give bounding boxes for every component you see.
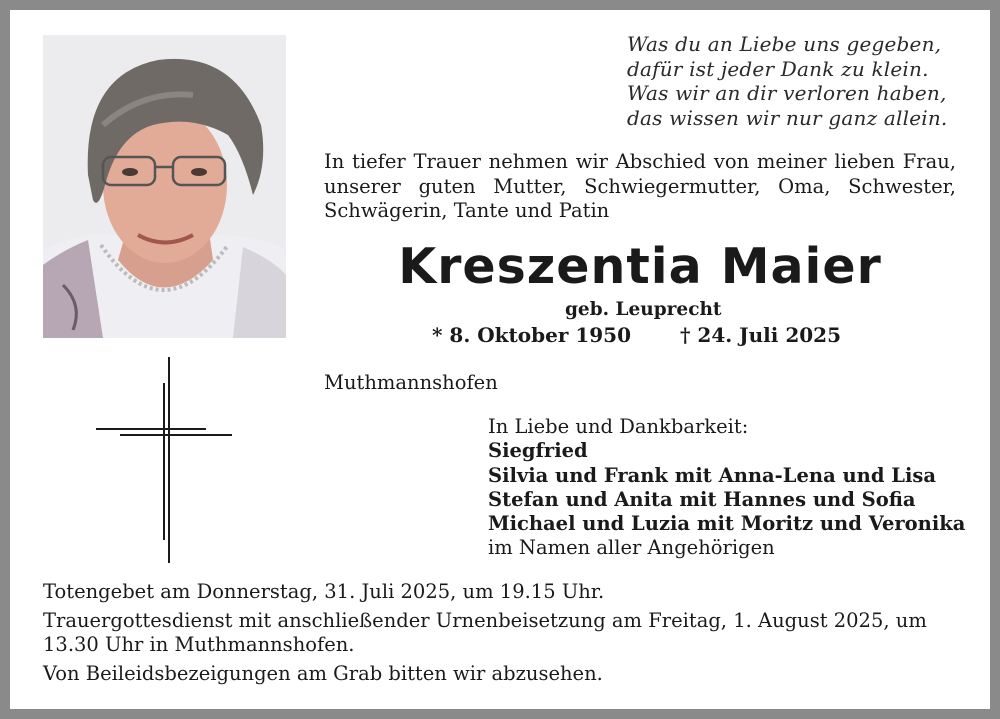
poem-line: Was du an Liebe uns gegeben, <box>627 32 942 56</box>
poem-line: Was wir an dir verloren haben, <box>627 81 947 105</box>
family-member: Stefan und Anita mit Hannes und Sofia <box>488 487 916 511</box>
maiden-name: geb. Leuprecht <box>565 299 722 320</box>
intro-line: In tiefer Trauer nehmen wir Abschied von meiner lieben Frau, <box>324 150 956 173</box>
family-heading: In Liebe und Dankbarkeit: <box>488 415 749 438</box>
mourning-intro <box>324 150 956 224</box>
prayer-info: Totengebet am Donnerstag, 31. Juli 2025, um 19.15 Uhr. <box>43 580 605 603</box>
family-list <box>488 415 965 561</box>
funeral-info: Trauergottesdienst mit anschließender Urnenbeisetzung am Freitag, 1. August 2025, um 13.30 Uhr in Muthmannshofen. <box>43 608 927 656</box>
family-member: Siegfried <box>488 439 588 463</box>
intro-line: unserer guten Mutter, Schwiegermutter, Oma, Schwester, <box>324 174 956 198</box>
deceased-name: Kreszentia Maier <box>398 238 882 295</box>
birth-date: * 8. Oktober 1950 <box>432 323 631 347</box>
family-member: Michael und Luzia mit Moritz und Veronika <box>488 512 966 536</box>
family-member: Silvia und Frank mit Anna-Lena und Lisa <box>488 463 937 487</box>
christian-cross-icon <box>94 355 234 569</box>
obituary-card <box>10 10 990 709</box>
poem-line: dafür ist jeder Dank zu klein. <box>627 56 929 81</box>
portrait-photo <box>43 35 286 338</box>
poem <box>627 32 947 130</box>
death-date: † 24. Juli 2025 <box>680 323 842 347</box>
family-closing: im Namen aller Angehörigen <box>488 536 775 560</box>
place-name: Muthmannshofen <box>324 371 498 394</box>
life-dates <box>432 323 842 347</box>
intro-line: Schwägerin, Tante und Patin <box>324 199 610 222</box>
condolence-note: Von Beileidsbezeigungen am Grab bitten wir abzusehen. <box>43 661 603 685</box>
poem-line: das wissen wir nur ganz allein. <box>627 105 948 130</box>
service-info <box>43 580 963 690</box>
